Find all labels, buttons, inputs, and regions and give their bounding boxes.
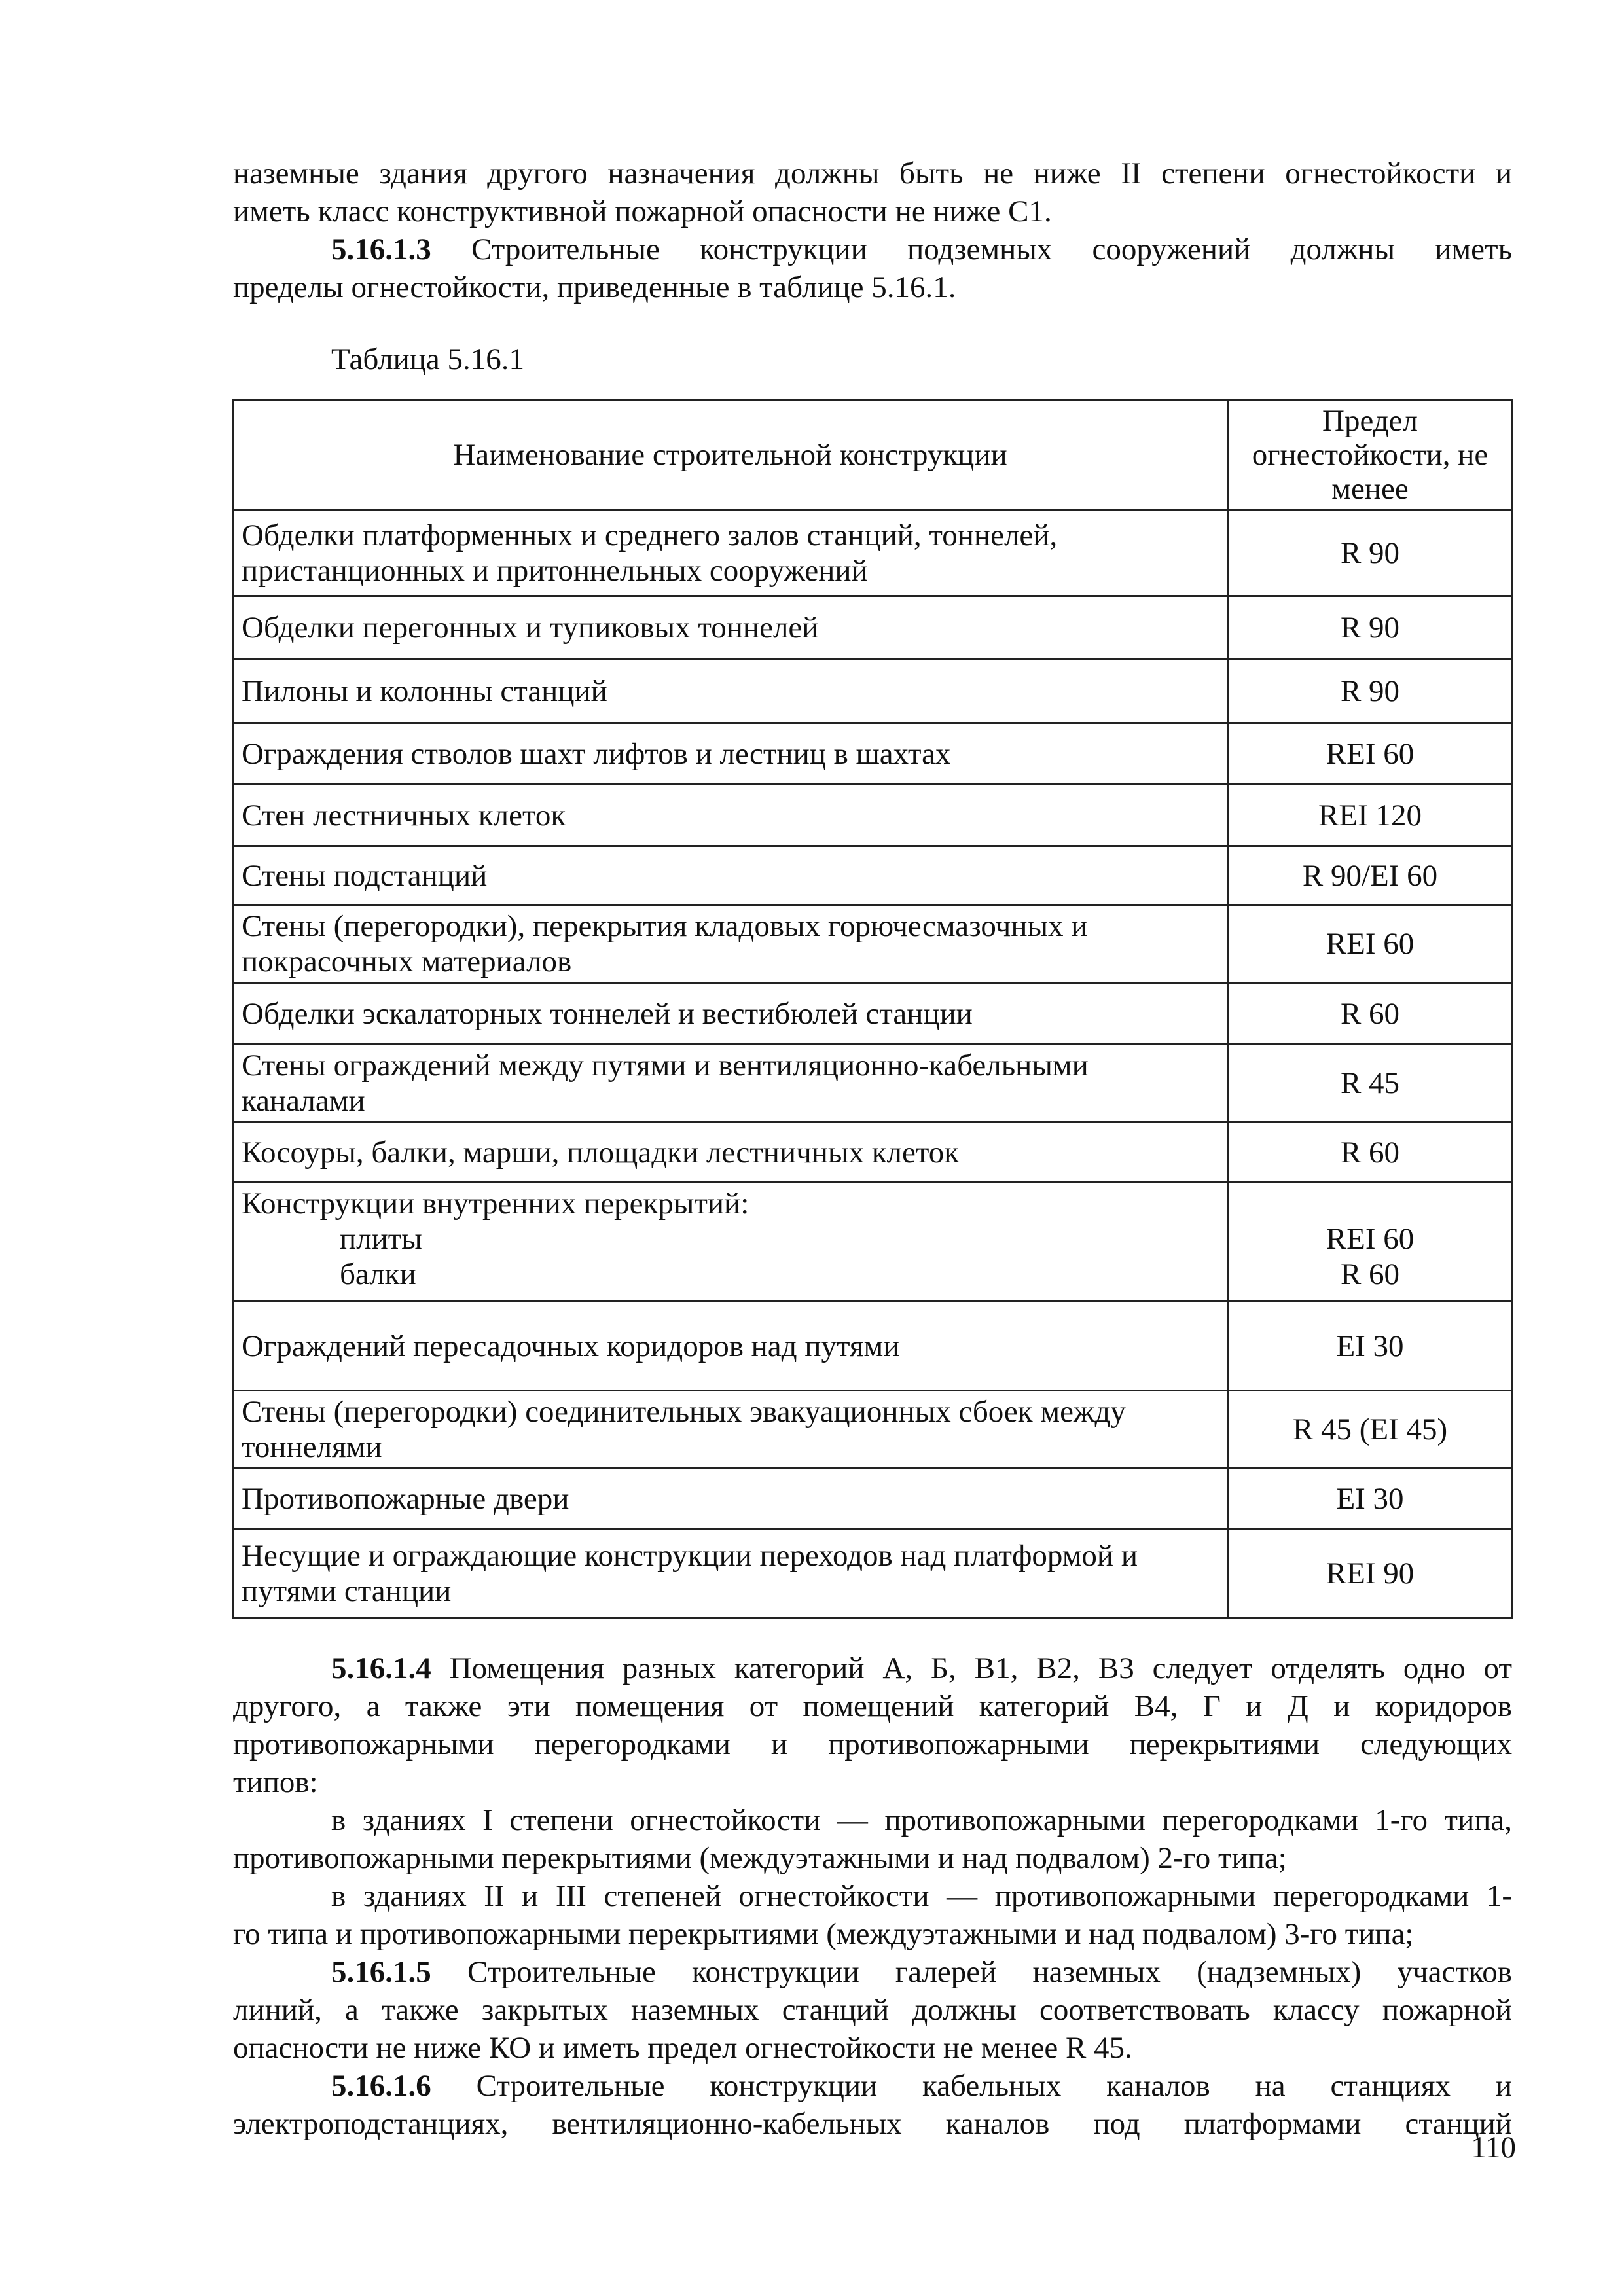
row-name: Противопожарные двери bbox=[233, 1469, 1228, 1529]
row-name: Стены подстанций bbox=[233, 846, 1228, 905]
text-line: противопожарными перегородками и противопожарными перекрытиями следующих bbox=[233, 1727, 1512, 1761]
text-line: другого, а также эти помещения от помещений категорий В4, Г и Д и коридоров bbox=[233, 1689, 1512, 1723]
clause-number: 5.16.1.4 bbox=[331, 1651, 431, 1685]
text-line bbox=[233, 230, 1512, 268]
text-line: пределы огнестойкости, приведенные в таблице 5.16.1. bbox=[233, 270, 956, 304]
clause-5-16-1-6 bbox=[233, 2067, 1512, 2143]
table-row bbox=[233, 1045, 1513, 1122]
table-caption: Таблица 5.16.1 bbox=[331, 342, 525, 376]
table-header-row bbox=[233, 401, 1513, 510]
row-name: Косоуры, балки, марши, площадки лестничных клеток bbox=[233, 1122, 1228, 1183]
row-subitem: плиты bbox=[340, 1222, 422, 1256]
row-name: Пилоны и колонны станций bbox=[233, 659, 1228, 723]
row-value: R 90 bbox=[1228, 510, 1513, 596]
row-subvalue: REI 60 bbox=[1326, 1222, 1415, 1256]
row-name-main: Конструкции внутренних перекрытий: bbox=[242, 1187, 749, 1221]
row-name: Обделки перегонных и тупиковых тоннелей bbox=[233, 596, 1228, 659]
intro-paragraph-1 bbox=[233, 154, 1512, 230]
table-row bbox=[233, 905, 1513, 983]
table-row bbox=[233, 1469, 1513, 1529]
text-line: го типа и противопожарными перекрытиями (междуэтажными и над подвалом) 3-го типа; bbox=[233, 1917, 1414, 1951]
text-line: противопожарными перекрытиями (междуэтажными и над подвалом) 2-го типа; bbox=[233, 1841, 1287, 1875]
row-name: Несущие и ограждающие конструкции переходов над платформой и путями станции bbox=[233, 1529, 1228, 1618]
row-name: Стены (перегородки), перекрытия кладовых горючесмазочных и покрасочных материалов bbox=[233, 905, 1228, 983]
column-header-name: Наименование строительной конструкции bbox=[233, 401, 1228, 510]
row-subvalue: R 60 bbox=[1340, 1257, 1400, 1291]
row-value: REI 60 bbox=[1228, 905, 1513, 983]
table-row bbox=[233, 510, 1513, 596]
row-value bbox=[1228, 1183, 1513, 1302]
row-value: R 60 bbox=[1228, 1122, 1513, 1183]
text-line: электроподстанциях, вентиляционно-кабельных каналов под платформами станций bbox=[233, 2107, 1512, 2141]
row-name: Стены (перегородки) соединительных эвакуационных сбоек между тоннелями bbox=[233, 1391, 1228, 1469]
clause-5-16-1-4-item-a bbox=[233, 1801, 1512, 1877]
text-line: типов: bbox=[233, 1765, 318, 1799]
table-row bbox=[233, 785, 1513, 846]
text-line: в зданиях II и III степеней огнестойкости — противопожарными перегородками 1- bbox=[331, 1879, 1512, 1913]
text-line bbox=[233, 1953, 1512, 1991]
clause-text: Строительные конструкции кабельных каналов на станциях и bbox=[476, 2069, 1512, 2103]
table-row bbox=[233, 659, 1513, 723]
row-name: Ограждения стволов шахт лифтов и лестниц в шахтах bbox=[233, 723, 1228, 785]
table-row bbox=[233, 846, 1513, 905]
row-value: EI 30 bbox=[1228, 1302, 1513, 1391]
table-row bbox=[233, 596, 1513, 659]
clause-5-16-1-3 bbox=[233, 230, 1512, 306]
table-row bbox=[233, 1183, 1513, 1302]
table-row bbox=[233, 983, 1513, 1045]
row-value: REI 90 bbox=[1228, 1529, 1513, 1618]
text-line: линий, а также закрытых наземных станций должны соответствовать классу пожарной bbox=[233, 1993, 1512, 2027]
row-subitem: балки bbox=[340, 1257, 416, 1291]
row-name: Обделки эскалаторных тоннелей и вестибюлей станции bbox=[233, 983, 1228, 1045]
clause-number: 5.16.1.3 bbox=[331, 232, 431, 266]
clause-number: 5.16.1.6 bbox=[331, 2069, 431, 2103]
clause-5-16-1-5 bbox=[233, 1953, 1512, 2067]
text-line: наземные здания другого назначения должны быть не ниже II степени огнестойкости и bbox=[233, 156, 1512, 190]
clause-text: Строительные конструкции подземных сооружений должны иметь bbox=[471, 232, 1513, 266]
row-value: R 90 bbox=[1228, 659, 1513, 723]
table-row bbox=[233, 723, 1513, 785]
table-row bbox=[233, 1122, 1513, 1183]
row-name: Стены ограждений между путями и вентиляционно-кабельными каналами bbox=[233, 1045, 1228, 1122]
text-line bbox=[233, 2067, 1512, 2105]
clause-text: Строительные конструкции галерей наземных (надземных) участков bbox=[467, 1955, 1513, 1989]
row-value: REI 60 bbox=[1228, 723, 1513, 785]
text-line: иметь класс конструктивной пожарной опасности не ниже С1. bbox=[233, 194, 1052, 228]
fire-resistance-table bbox=[232, 399, 1513, 1619]
row-value: EI 30 bbox=[1228, 1469, 1513, 1529]
clause-5-16-1-4 bbox=[233, 1649, 1512, 1801]
table-row bbox=[233, 1391, 1513, 1469]
page-number: 110 bbox=[1471, 2130, 1516, 2164]
table-row bbox=[233, 1529, 1513, 1618]
row-value: R 45 (EI 45) bbox=[1228, 1391, 1513, 1469]
clause-number: 5.16.1.5 bbox=[331, 1955, 431, 1989]
row-name: Ограждений пересадочных коридоров над путями bbox=[233, 1302, 1228, 1391]
row-name bbox=[233, 1183, 1228, 1302]
clause-text: Помещения разных категорий А, Б, В1, В2, В3 следует отделять одно от bbox=[449, 1651, 1512, 1685]
text-line: опасности не ниже КО и иметь предел огнестойкости не менее R 45. bbox=[233, 2031, 1132, 2065]
row-value: R 45 bbox=[1228, 1045, 1513, 1122]
text-line: в зданиях I степени огнестойкости — противопожарными перегородками 1-го типа, bbox=[331, 1803, 1512, 1837]
row-value: R 90/EI 60 bbox=[1228, 846, 1513, 905]
row-value: R 60 bbox=[1228, 983, 1513, 1045]
row-value: REI 120 bbox=[1228, 785, 1513, 846]
clause-5-16-1-4-item-b bbox=[233, 1877, 1512, 1953]
text-line bbox=[233, 1649, 1512, 1687]
row-name: Стен лестничных клеток bbox=[233, 785, 1228, 846]
column-header-limit: Предел огнестойкости, не менее bbox=[1228, 401, 1513, 510]
row-value: R 90 bbox=[1228, 596, 1513, 659]
table-row bbox=[233, 1302, 1513, 1391]
row-name: Обделки платформенных и среднего залов станций, тоннелей, пристанционных и притоннельных сооружений bbox=[233, 510, 1228, 596]
